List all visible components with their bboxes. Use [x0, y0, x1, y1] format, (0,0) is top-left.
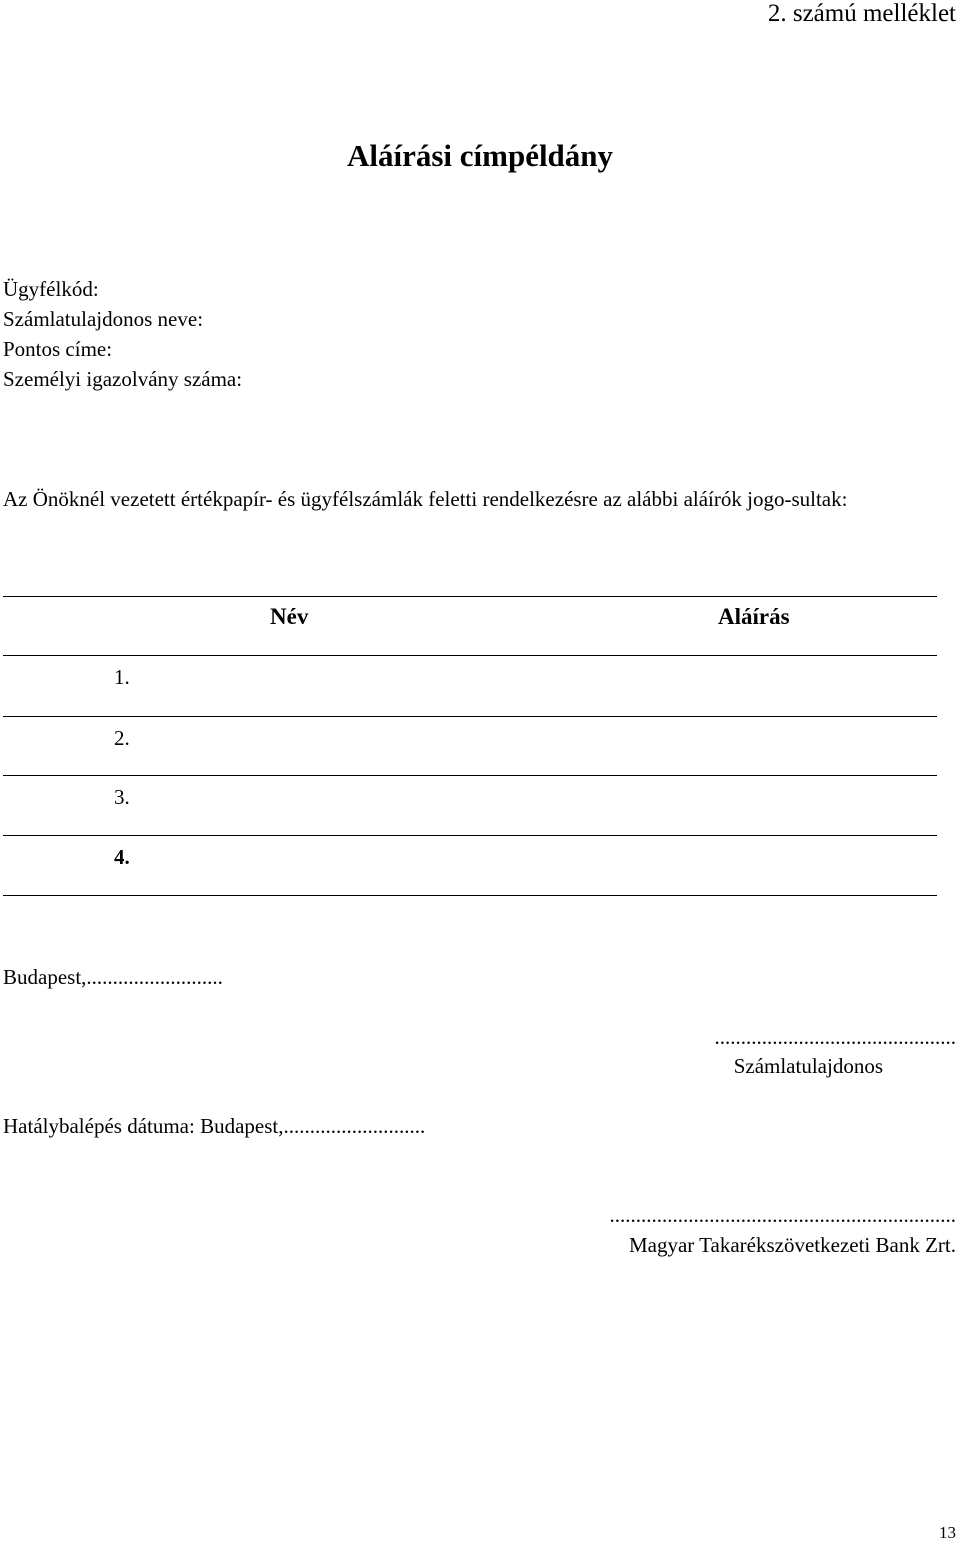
bank-signature-dots: .................................................................. — [609, 1203, 956, 1227]
table-rule — [3, 895, 937, 896]
bank-signature-label: Magyar Takarékszövetkezeti Bank Zrt. — [628, 1233, 956, 1257]
table-rule — [3, 835, 937, 836]
owner-signature-label: Számlatulajdonos — [733, 1054, 883, 1078]
page-number: 13 — [939, 1523, 956, 1542]
owner-signature-dots: .............................................. — [714, 1025, 956, 1049]
field-address: Pontos címe: — [3, 337, 113, 361]
table-rule — [3, 716, 937, 717]
intro-paragraph: Az Önöknél vezetett értékpapír- és ügyfélszámlák feletti rendelkezésre az alábbi aláírók jogo-sultak: — [3, 487, 848, 511]
field-id-card-number: Személyi igazolvány száma: — [3, 367, 243, 391]
field-client-code: Ügyfélkód: — [3, 277, 99, 301]
effective-date-line: Hatálybalépés dátuma: Budapest,........................... — [3, 1114, 426, 1138]
column-header-signature: Aláírás — [718, 604, 790, 629]
field-account-holder-name: Számlatulajdonos neve: — [3, 307, 204, 331]
table-row-number: 2. — [114, 726, 130, 750]
column-header-name: Név — [270, 604, 309, 629]
document-title: Aláírási címpéldány — [346, 138, 614, 173]
table-rule — [3, 655, 937, 656]
table-row-number: 1. — [114, 665, 130, 689]
annex-label: 2. számú melléklet — [767, 0, 956, 27]
place-date-line: Budapest,.......................... — [3, 965, 223, 989]
table-rule — [3, 775, 937, 776]
table-row-number: 3. — [114, 785, 130, 809]
table-rule — [3, 596, 937, 597]
table-row-number: 4. — [114, 845, 130, 869]
